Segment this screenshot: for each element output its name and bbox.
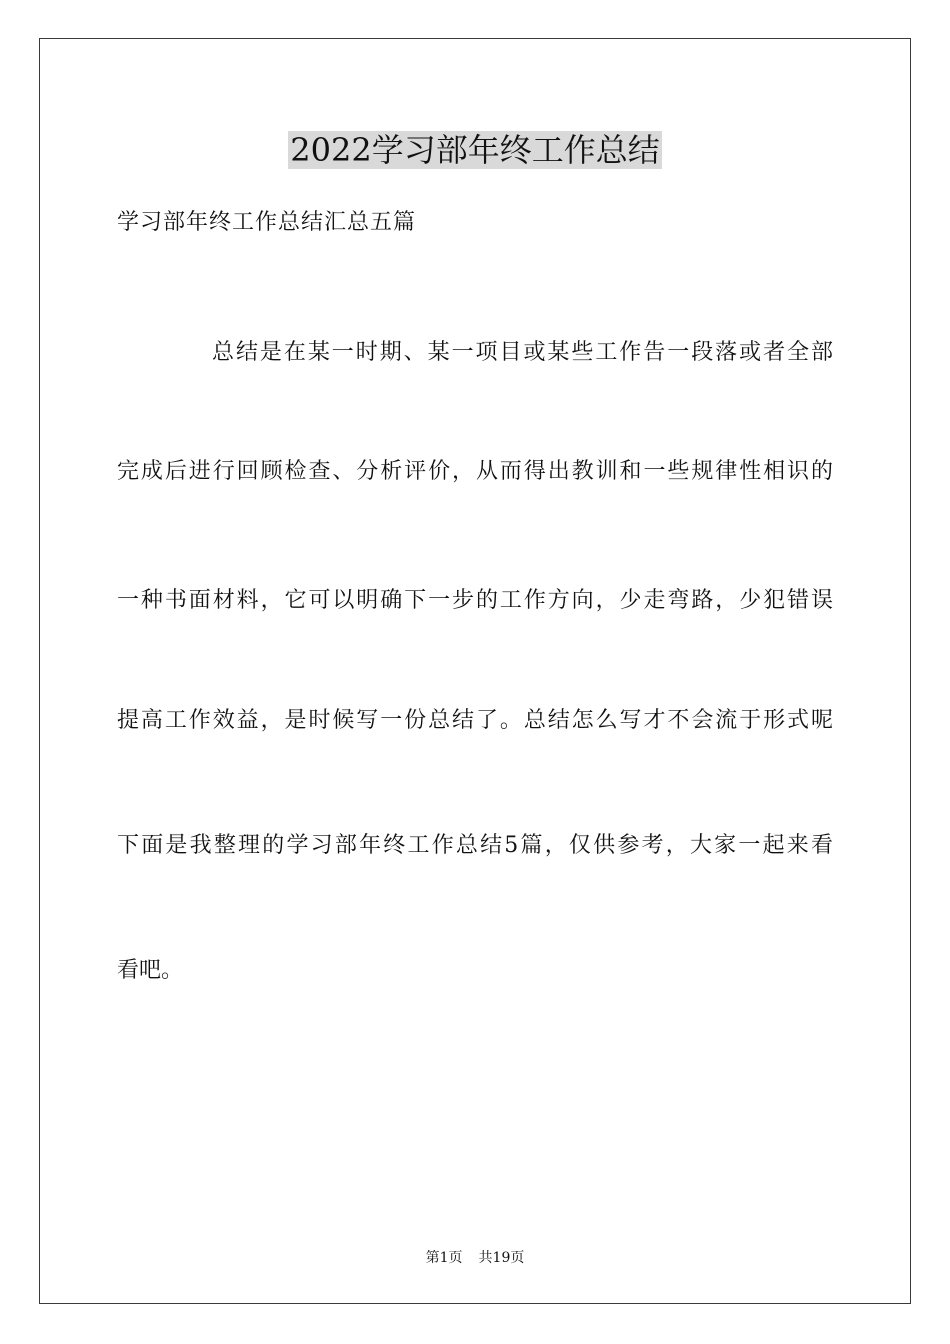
document-title-text: 2022学习部年终工作总结 [290, 131, 660, 169]
page-number: 第1页 [425, 1250, 463, 1266]
paragraph-line: 下面是我整理的学习部年终工作总结5篇，仅供参考，大家一起来看 [117, 833, 833, 858]
paragraph-line: 完成后进行回顾检查、分析评价，从而得出教训和一些规律性相识的 [117, 459, 833, 484]
page-total: 共19页 [478, 1250, 525, 1266]
paragraph-line: 看吧。 [117, 958, 184, 983]
document-title [0, 128, 950, 172]
document-subtitle: 学习部年终工作总结汇总五篇 [117, 210, 417, 235]
paragraph-line: 总结是在某一时期、某一项目或某些工作告一段落或者全部 [212, 340, 833, 365]
paragraph-line: 提高工作效益，是时候写一份总结了。总结怎么写才不会流于形式呢 [117, 708, 833, 733]
paragraph-line: 一种书面材料，它可以明确下一步的工作方向，少走弯路，少犯错误 [117, 588, 833, 613]
page-footer [0, 1248, 950, 1268]
